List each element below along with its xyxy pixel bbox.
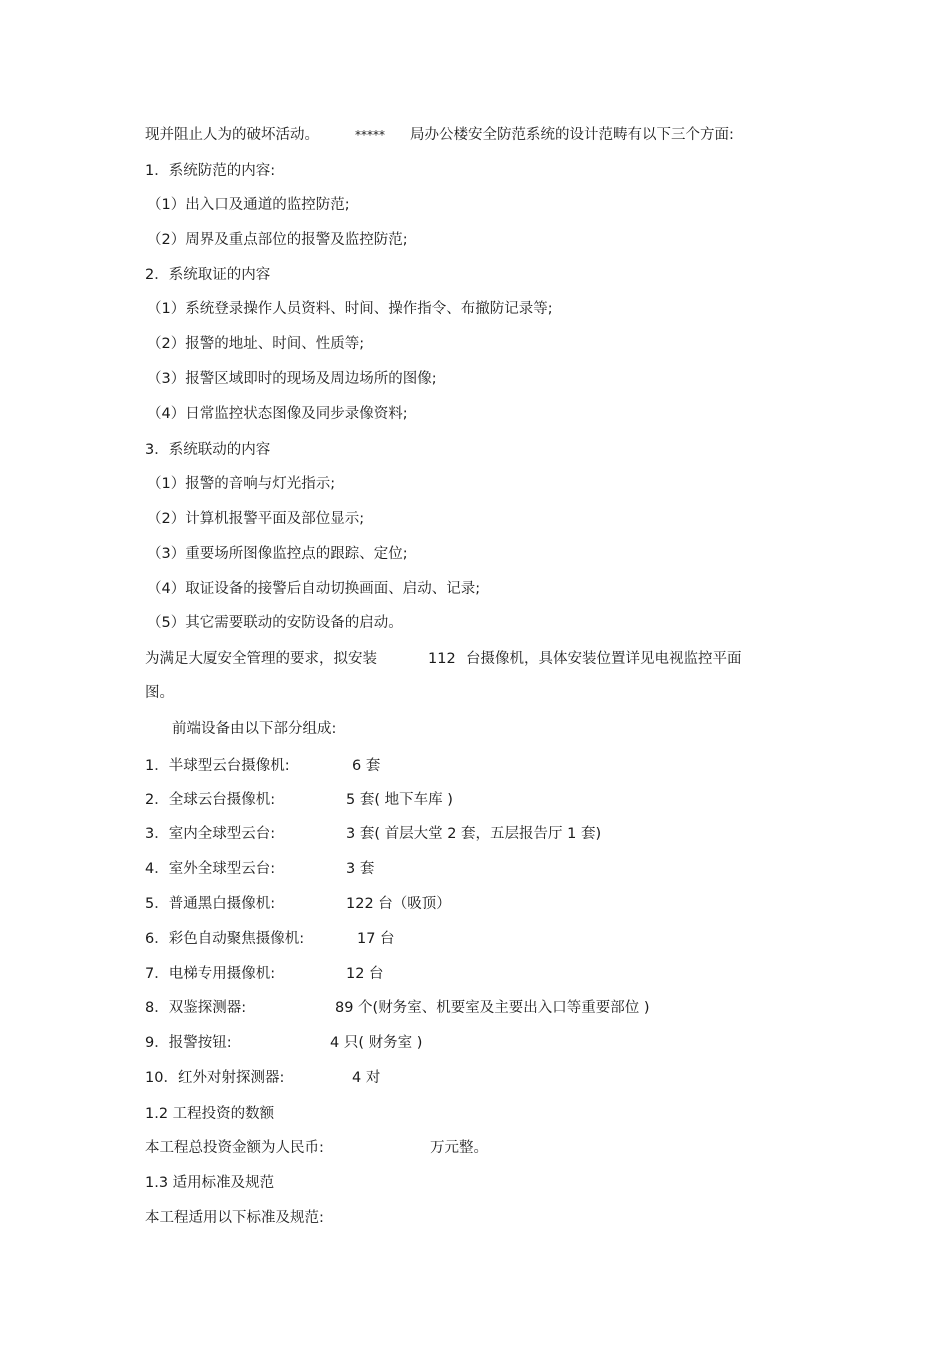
intro-text-b: 局办公楼安全防范系统的设计范畴有以下三个方面: [410,127,734,143]
equipment-label: 5．普通黑白摄像机: [145,896,276,912]
equipment-label: 9．报警按钮: [145,1035,232,1051]
section3-item: （3）重要场所图像监控点的跟踪、定位; [147,546,408,562]
equipment-qty: 122 台（吸顶） [346,896,451,912]
section3-title: 3．系统联动的内容 [145,442,271,458]
equipment-label: 2．全球云台摄像机: [145,792,276,808]
equipment-qty: 89 个(财务室、机要室及主要出入口等重要部位 ) [335,1000,650,1016]
equipment-qty: 3 套( 首层大堂 2 套，五层报告厅 1 套) [346,826,602,842]
equipment-qty: 12 台 [346,966,384,982]
equipment-qty: 4 对 [352,1070,381,1086]
frontend-title: 前端设备由以下部分组成: [172,721,337,737]
section2-item: （3）报警区域即时的现场及周边场所的图像; [147,371,437,387]
equipment-label: 1．半球型云台摄像机: [145,758,290,774]
equipment-qty: 3 套 [346,861,375,877]
equipment-label: 10．红外对射探测器: [145,1070,285,1086]
section3-item: （2）计算机报警平面及部位显示; [147,511,365,527]
section2-item: （2）报警的地址、时间、性质等; [147,336,365,352]
section3-item: （4）取证设备的接警后自动切换画面、启动、记录; [147,581,481,597]
investment-unit: 万元整。 [430,1140,488,1156]
section1-item: （2）周界及重点部位的报警及监控防范; [147,232,408,248]
equipment-label: 8．双鉴探测器: [145,1000,247,1016]
section3-item: （5）其它需要联动的安防设备的启动。 [147,615,403,631]
equipment-label: 6．彩色自动聚焦摄像机: [145,931,305,947]
section1-title: 1．系统防范的内容: [145,163,276,179]
equipment-label: 4．室外全球型云台: [145,861,276,877]
install-text-b: 台摄像机，具体安装位置详见电视监控平面 [466,651,742,667]
standards-text: 本工程适用以下标准及规范: [145,1210,324,1226]
equipment-qty: 5 套( 地下车库 ) [346,792,453,808]
section1-item: （1）出入口及通道的监控防范; [147,197,350,213]
install-text-a: 为满足大厦安全管理的要求，拟安装 [145,651,377,667]
equipment-qty: 6 套 [352,758,381,774]
install-text-c: 图。 [145,685,174,701]
section2-item: （1）系统登录操作人员资料、时间、操作指令、布撤防记录等; [147,301,553,317]
investment-label: 本工程总投资金额为人民币: [145,1140,324,1156]
equipment-label: 3．室内全球型云台: [145,826,276,842]
section-heading-investment: 1.2 工程投资的数额 [145,1106,275,1122]
install-count: 112 [428,651,456,667]
section3-item: （1）报警的音响与灯光指示; [147,476,336,492]
intro-text-a: 现并阻止人为的破坏活动。 [145,127,319,143]
redacted-mask: ***** [355,128,385,142]
section2-title: 2．系统取证的内容 [145,267,271,283]
equipment-qty: 4 只( 财务室 ) [330,1035,423,1051]
section-heading-standards: 1.3 适用标准及规范 [145,1175,275,1191]
equipment-label: 7．电梯专用摄像机: [145,966,276,982]
section2-item: （4）日常监控状态图像及同步录像资料; [147,406,408,422]
equipment-qty: 17 台 [357,931,395,947]
